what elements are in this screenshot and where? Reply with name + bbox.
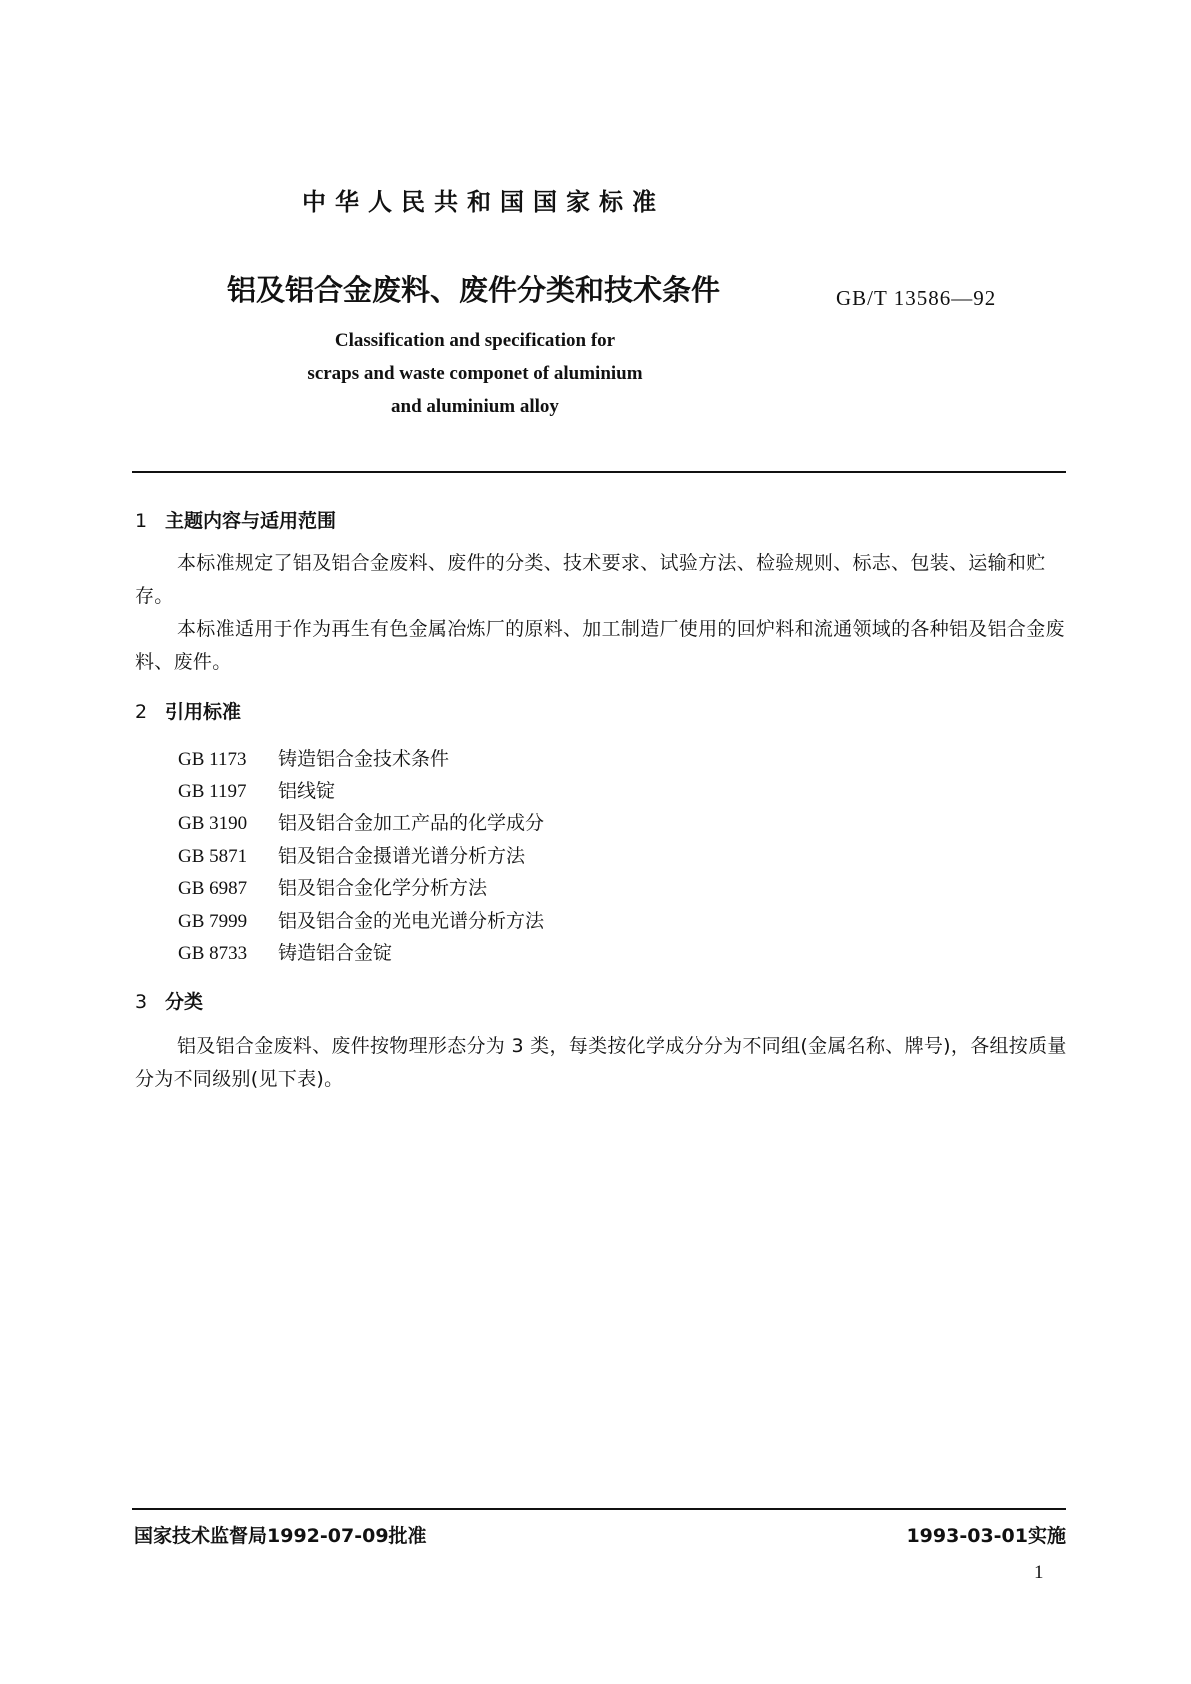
section-number: 1 (135, 510, 148, 532)
reference-code: GB 8733 (178, 943, 248, 964)
reference-code: GB 1173 (178, 749, 247, 770)
standard-code: GB/T 13586—92 (836, 286, 997, 310)
reference-title: 铝及铝合金加工产品的化学成分 (278, 812, 545, 834)
reference-title: 铝及铝合金化学分析方法 (278, 877, 488, 899)
reference-code: GB 5871 (178, 846, 248, 867)
reference-item (178, 776, 335, 803)
footer-divider (132, 1508, 1066, 1510)
reference-item (178, 873, 487, 900)
reference-code: GB 6987 (178, 878, 248, 899)
reference-item (178, 808, 544, 835)
section-heading (135, 697, 241, 724)
reference-title: 铝线锭 (278, 780, 336, 802)
english-title-line: and aluminium alloy (391, 396, 559, 417)
section-heading (135, 506, 336, 533)
section-title: 主题内容与适用范围 (165, 510, 337, 532)
issuer-heading: 中华人民共和国国家标准 (302, 188, 665, 216)
reference-code: GB 1197 (178, 781, 247, 802)
section-title: 分类 (165, 991, 204, 1013)
section-number: 3 (135, 991, 148, 1013)
reference-item (178, 744, 449, 771)
document-title: 铝及铝合金废料、废件分类和技术条件 (227, 273, 721, 307)
page-number: 1 (1034, 1562, 1044, 1583)
section-number: 2 (135, 701, 148, 723)
reference-code: GB 7999 (178, 911, 248, 932)
reference-item (178, 841, 525, 868)
paragraph: 铝及铝合金废料、废件按物理形态分为 3 类，每类按化学成分分为不同组(金属名称、牌号)，各组按质量分为不同级别(见下表)。 (135, 1035, 1067, 1090)
effective-date: 1993-03-01实施 (906, 1525, 1066, 1547)
reference-title: 铸造铝合金技术条件 (278, 748, 450, 770)
paragraph: 本标准适用于作为再生有色金属冶炼厂的原料、加工制造厂使用的回炉料和流通领域的各种铝及铝合金废料、废件。 (135, 618, 1065, 673)
approval-date: 国家技术监督局1992-07-09批准 (134, 1525, 427, 1547)
section-title: 引用标准 (165, 701, 242, 723)
paragraph: 本标准规定了铝及铝合金废料、废件的分类、技术要求、试验方法、检验规则、标志、包装、运输和贮存。 (135, 552, 1046, 607)
section-heading (135, 987, 203, 1014)
english-title-line: scraps and waste componet of aluminium (307, 363, 643, 384)
header-divider (132, 471, 1066, 473)
reference-title: 铸造铝合金锭 (278, 942, 393, 964)
reference-code: GB 3190 (178, 813, 248, 834)
reference-item (178, 938, 392, 965)
reference-item (178, 906, 544, 933)
reference-title: 铝及铝合金摄谱光谱分析方法 (278, 845, 526, 867)
english-title-line: Classification and specification for (334, 330, 616, 351)
reference-title: 铝及铝合金的光电光谱分析方法 (278, 910, 545, 932)
